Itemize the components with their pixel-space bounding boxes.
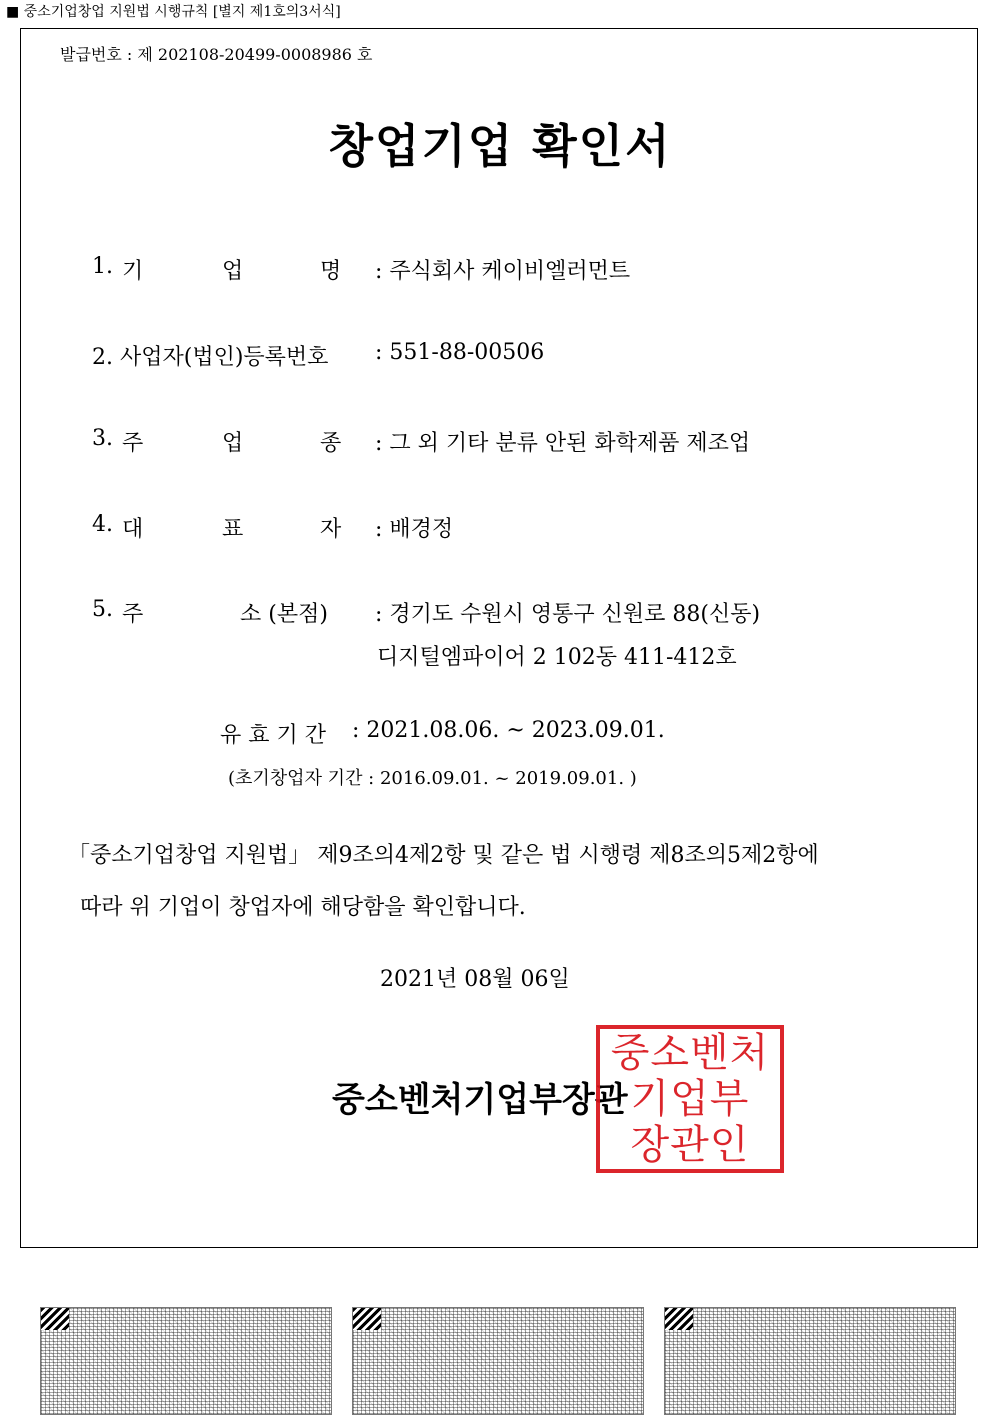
field-address-num: 5. [92,597,113,622]
field-industry-char3: 종 [320,431,342,456]
field-reg-no-value: : 551-88-00506 [375,340,545,365]
field-rep-num: 4. [92,512,113,537]
validity-value: : 2021.08.06. ~ 2023.09.01. [352,718,665,743]
security-barcode-3 [664,1307,956,1415]
field-rep-value: : 배경정 [375,517,454,542]
barcode-corner-mark [41,1308,69,1330]
field-company-char2: 업 [222,259,244,284]
seal-line-1: 중소벤처 [610,1030,770,1076]
barcode-corner-mark [665,1308,693,1330]
issue-date: 2021년 08월 06일 [380,967,570,992]
validity-label: 유 효 기 간 [220,723,326,748]
field-rep-char1: 대 [122,517,144,542]
field-rep-char3: 자 [320,517,342,542]
barcode-corner-mark [353,1308,381,1330]
field-company-char3: 명 [320,259,342,284]
field-company-value: : 주식회사 케이비엘러먼트 [375,259,631,284]
seal-line-3: 장관인 [630,1122,750,1168]
initial-founder-period: (초기창업자 기간 : 2016.09.01. ~ 2019.09.01. ) [228,768,637,789]
field-company-num: 1. [92,254,113,279]
seal-line-2: 기업부 [630,1076,750,1122]
field-address-value-line2: 디지털엠파이어 2 102동 411-412호 [377,645,737,670]
field-industry-char2: 업 [222,431,244,456]
issuer-name: 중소벤처기업부장관 [332,1080,628,1120]
document-title: 창업기업 확인서 [328,119,672,173]
field-address-char2: 소 (본점) [240,602,328,627]
certificate-frame [20,28,978,1248]
field-industry-num: 3. [92,426,113,451]
field-industry-value: : 그 외 기타 분류 안된 화학제품 제조업 [375,431,751,456]
official-seal [596,1025,784,1173]
statement-line-1: 「중소기업창업 지원법」 제9조의4제2항 및 같은 법 시행령 제8조의5제2항에 [68,843,819,868]
security-barcode-2 [352,1307,644,1415]
form-header-note: ■ 중소기업창업 지원법 시행규칙 [별지 제1호의3서식] [6,4,341,20]
field-reg-no-label: 2. 사업자(법인)등록번호 [92,345,329,370]
field-address-value-line1: : 경기도 수원시 영통구 신원로 88(신동) [375,602,761,627]
field-company-char1: 기 [122,259,144,284]
security-barcode-1 [40,1307,332,1415]
field-industry-char1: 주 [122,431,144,456]
issue-number: 발급번호 : 제 202108-20499-0008986 호 [60,45,373,64]
field-address-char1: 주 [122,602,144,627]
field-rep-char2: 표 [222,517,244,542]
statement-line-2: 따라 위 기업이 창업자에 해당함을 확인합니다. [80,895,526,920]
